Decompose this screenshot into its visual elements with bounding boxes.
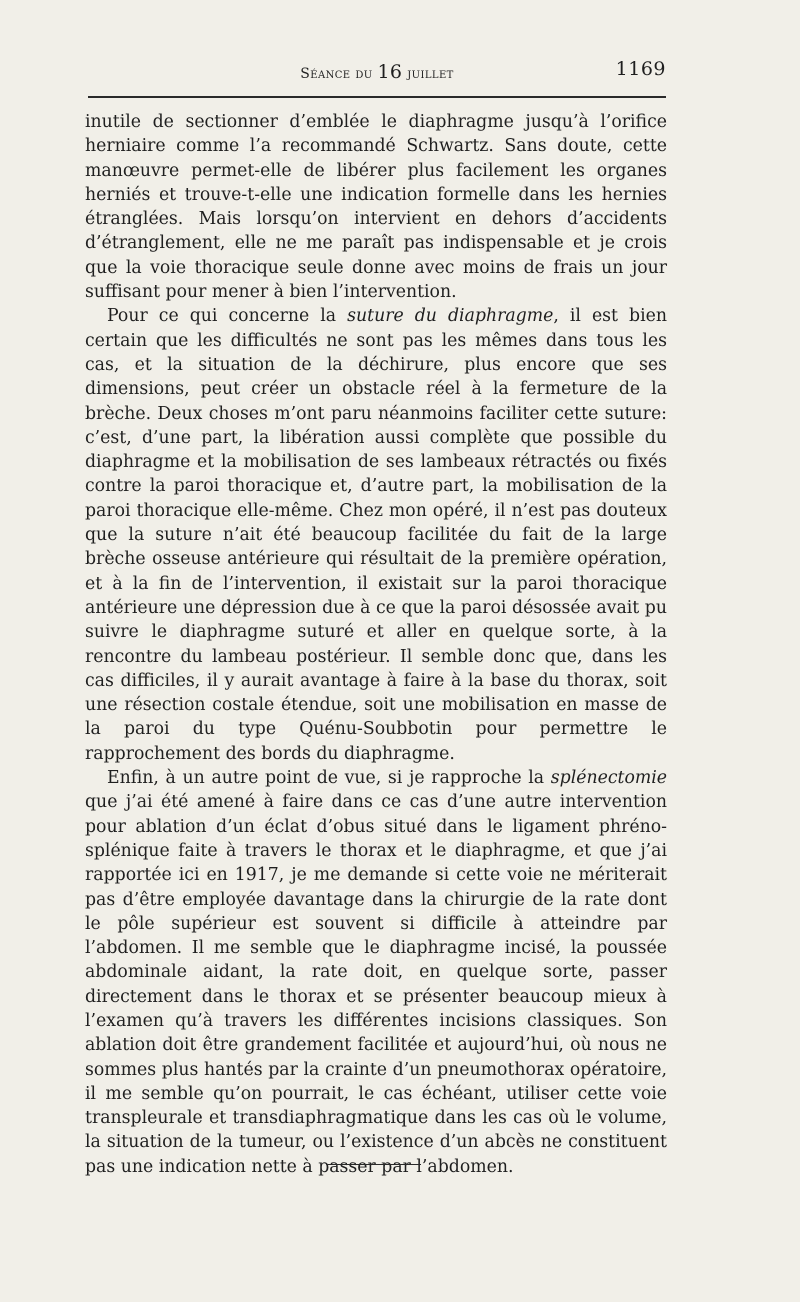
paragraph-3 [85, 766, 667, 1179]
paragraph-2-lead: Pour ce qui concerne la [107, 306, 348, 327]
paragraph-1: inutile de sectionner d’emblée le diaphragme jusqu’à l’orifice herniaire comme l’a recommandé Schwartz. Sans doute, cette manœuvre permet-elle de libérer plus facilement les organes herniés et trouve-t-elle une indication formelle dans les hernies étranglées. Mais lorsqu’on intervient en dehors d’accidents d’étranglement, elle ne me paraît pas indispensable et je crois que la voie thoracique seule donne avec moins de frais un jour suffisant pour mener à bien l’intervention. [85, 112, 667, 303]
header-title-prefix: Séance du [300, 66, 378, 82]
paragraph-3-rest: que j’ai été amené à faire dans ce cas d’une autre intervention pour ablation d’un éclat d’obus situé dans le ligament phréno-splénique faite à travers le thorax et le diaphragme, et que j’ai rapportée ici en 1917, je me demande si cette voie ne mériterait pas d’être employée davantage dans la chirurgie de la rate dont le pôle supérieur est souvent si difficile à atteindre par l’abdomen. Il me semble que le diaphragme incisé, la poussée abdominale aidant, la rate doit, en quelque sorte, passer directement dans le thorax et se présenter beaucoup mieux à l’examen qu’à travers les différentes incisions classiques. Son ablation doit être grandement facilitée et aujourd’hui, où nous ne sommes plus hantés par la crainte d’un pneumothorax opératoire, il me semble qu’on pourrait, le cas échéant, utiliser cette voie transpleurale et transdiaphragmatique dans les cas où le volume, la situation de la tumeur, ou l’existence d’un abcès ne constituent pas une indication nette à passer par l’abdomen. [85, 792, 667, 1177]
body-text [85, 110, 667, 1179]
paragraph-2-italic: suture du diaphragme [347, 306, 554, 327]
paragraph-3-italic: splénectomie [550, 768, 667, 789]
page-number: 1169 [615, 58, 666, 80]
header-rule [88, 96, 666, 98]
running-header [88, 58, 666, 90]
header-title-day: 16 [377, 61, 403, 83]
header-title [88, 61, 666, 83]
paragraph-2 [85, 304, 667, 766]
paragraph-2-rest: , il est bien certain que les difficultés ne sont pas les mêmes dans tous les cas, et la situation de la déchirure, plus encore que ses dimensions, peut créer un obstacle réel à la fermeture de la brèche. Deux choses m’ont paru néanmoins faciliter cette suture: c’est, d’une part, la libération aussi complète que possible du diaphragme et la mobilisation de ses lambeaux rétractés ou fixés contre la paroi thoracique et, d’autre part, la mobilisation de la paroi thoracique elle-même. Chez mon opéré, il n’est pas douteux que la suture n’ait été beaucoup facilitée du fait de la large brèche osseuse antérieure qui résultait de la première opération, et à la fin de l’intervention, il existait sur la paroi thoracique antérieure une dépression due à ce que la paroi désossée avait pu suivre le diaphragme suturé et aller en quelque sorte, à la rencontre du lambeau postérieur. Il semble donc que, dans les cas difficiles, il y aurait avantage à faire à la base du thorax, soit une résection costale étendue, soit une mobilisation en masse de la paroi du type Quénu-Soubbotin pour permettre le rapprochement des bords du diaphragme. [85, 306, 667, 764]
paragraph-3-lead: Enfin, à un autre point de vue, si je rapproche la [107, 768, 551, 789]
header-title-suffix: juillet [402, 66, 454, 82]
end-rule [326, 1164, 421, 1165]
